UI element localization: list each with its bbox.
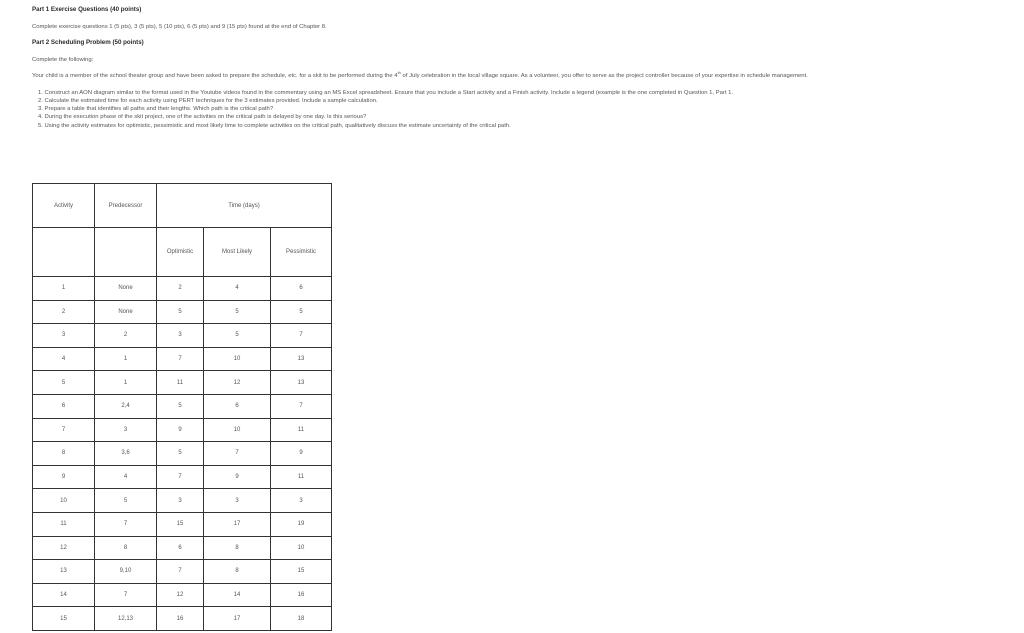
pessimistic-cell: 5 (271, 300, 332, 324)
predecessor-cell: 12,13 (95, 607, 157, 631)
optimistic-cell: 5 (157, 300, 204, 324)
activity-cell: 5 (33, 371, 95, 395)
predecessor-cell: 3 (95, 418, 157, 442)
optimistic-cell: 9 (157, 418, 204, 442)
assignment-step: 2. Calculate the estimated time for each activity using PERT techniques for the 3 estimates provided. Include a sample calculation. (38, 97, 378, 104)
activity-cell: 4 (33, 347, 95, 371)
predecessor-cell: 7 (95, 583, 157, 607)
pessimistic-cell: 7 (271, 394, 332, 418)
assignment-step: 5. Using the activity estimates for optimistic, pessimistic and most likely time to complete activities on the critical path, qualitatively discuss the estimate uncertainty of the critical path. (38, 122, 511, 129)
table-row (33, 465, 332, 489)
activity-cell: 12 (33, 536, 95, 560)
activity-estimates-table (32, 183, 332, 631)
optimistic-cell: 5 (157, 442, 204, 466)
subheader-empty-cell (95, 228, 157, 277)
pessimistic-cell: 6 (271, 277, 332, 301)
activity-cell: 9 (33, 465, 95, 489)
most-likely-cell: 7 (204, 442, 271, 466)
table-row (33, 512, 332, 536)
table-row (33, 300, 332, 324)
table-row (33, 394, 332, 418)
table-row (33, 324, 332, 348)
activity-cell: 15 (33, 607, 95, 631)
pessimistic-cell: 3 (271, 489, 332, 513)
part2-heading: Part 2 Scheduling Problem (50 points) (32, 39, 144, 46)
assignment-step: 3. Prepare a table that identifies all paths and their lengths. Which path is the critical path? (38, 106, 274, 113)
header-most-likely: Most Likely (204, 228, 271, 277)
optimistic-cell: 5 (157, 394, 204, 418)
activity-cell: 7 (33, 418, 95, 442)
most-likely-cell: 10 (204, 347, 271, 371)
header-time: Time (days) (157, 184, 332, 228)
scenario-paragraph (32, 72, 957, 81)
predecessor-cell: 1 (95, 347, 157, 371)
table-row (33, 418, 332, 442)
optimistic-cell: 3 (157, 489, 204, 513)
predecessor-cell: 9,10 (95, 560, 157, 584)
most-likely-cell: 3 (204, 489, 271, 513)
optimistic-cell: 16 (157, 607, 204, 631)
assignment-step: 1. Construct an AON diagram similar to the format used in the Youtube videos found in the commentary using an MS Excel spreadsheet. Ensure that you include a Start activity and a Finish activity. Include a legend (example is the one completed in Question 1, Part 1. (38, 89, 734, 96)
pessimistic-cell: 11 (271, 465, 332, 489)
table-header-row (33, 184, 332, 228)
pessimistic-cell: 18 (271, 607, 332, 631)
header-optimistic: Optimistic (157, 228, 204, 277)
optimistic-cell: 7 (157, 465, 204, 489)
scenario-superscript: th (397, 70, 401, 76)
predecessor-cell: 8 (95, 536, 157, 560)
predecessor-cell: 1 (95, 371, 157, 395)
activity-cell: 2 (33, 300, 95, 324)
predecessor-cell: 2 (95, 324, 157, 348)
activity-cell: 11 (33, 512, 95, 536)
predecessor-cell: 3,6 (95, 442, 157, 466)
table-row (33, 536, 332, 560)
most-likely-cell: 5 (204, 324, 271, 348)
most-likely-cell: 8 (204, 560, 271, 584)
pessimistic-cell: 10 (271, 536, 332, 560)
most-likely-cell: 8 (204, 536, 271, 560)
table-row (33, 277, 332, 301)
table-body (33, 277, 332, 631)
pessimistic-cell: 7 (271, 324, 332, 348)
predecessor-cell: 7 (95, 512, 157, 536)
activity-cell: 6 (33, 394, 95, 418)
header-pessimistic: Pessimistic (271, 228, 332, 277)
subheader-empty-cell (33, 228, 95, 277)
most-likely-cell: 4 (204, 277, 271, 301)
assignment-step: 4. During the execution phase of the skit project, one of the activities on the critical path is delayed by one day. Is this serious? (38, 114, 367, 121)
document-body (32, 0, 992, 130)
most-likely-cell: 17 (204, 512, 271, 536)
pessimistic-cell: 13 (271, 371, 332, 395)
predecessor-cell: 4 (95, 465, 157, 489)
optimistic-cell: 2 (157, 277, 204, 301)
optimistic-cell: 6 (157, 536, 204, 560)
pessimistic-cell: 19 (271, 512, 332, 536)
most-likely-cell: 5 (204, 300, 271, 324)
pessimistic-cell: 16 (271, 583, 332, 607)
most-likely-cell: 6 (204, 394, 271, 418)
optimistic-cell: 15 (157, 512, 204, 536)
pessimistic-cell: 13 (271, 347, 332, 371)
table-row (33, 607, 332, 631)
predecessor-cell: 2,4 (95, 394, 157, 418)
activity-cell: 10 (33, 489, 95, 513)
activity-cell: 13 (33, 560, 95, 584)
predecessor-cell: None (95, 277, 157, 301)
optimistic-cell: 7 (157, 560, 204, 584)
most-likely-cell: 10 (204, 418, 271, 442)
table-subheader-row (33, 228, 332, 277)
part2-intro: Complete the following: (32, 57, 94, 63)
activity-cell: 8 (33, 442, 95, 466)
predecessor-cell: None (95, 300, 157, 324)
pessimistic-cell: 9 (271, 442, 332, 466)
activity-cell: 3 (33, 324, 95, 348)
part1-heading: Part 1 Exercise Questions (40 points) (32, 6, 142, 13)
scenario-text-after: of July celebration in the local village square. As a volunteer, you offer to serve as the project controller because of your expertise in schedule management. (400, 73, 808, 79)
optimistic-cell: 11 (157, 371, 204, 395)
most-likely-cell: 9 (204, 465, 271, 489)
most-likely-cell: 12 (204, 371, 271, 395)
optimistic-cell: 7 (157, 347, 204, 371)
header-activity: Activity (33, 184, 95, 228)
table-row (33, 560, 332, 584)
pessimistic-cell: 11 (271, 418, 332, 442)
most-likely-cell: 17 (204, 607, 271, 631)
table-row (33, 583, 332, 607)
table-row (33, 371, 332, 395)
scenario-text-before: Your child is a member of the school theater group and have been asked to prepare the schedule, etc. for a skit to be performed during the 4 (32, 73, 398, 79)
optimistic-cell: 12 (157, 583, 204, 607)
optimistic-cell: 3 (157, 324, 204, 348)
pessimistic-cell: 15 (271, 560, 332, 584)
table-row (33, 442, 332, 466)
activity-cell: 14 (33, 583, 95, 607)
header-predecessor: Predecessor (95, 184, 157, 228)
activity-cell: 1 (33, 277, 95, 301)
predecessor-cell: 5 (95, 489, 157, 513)
most-likely-cell: 14 (204, 583, 271, 607)
table-row (33, 347, 332, 371)
part1-text: Complete exercise questions 1 (5 pts), 3 (5 pts), 5 (10 pts), 6 (5 pts) and 9 (15 pts) found at the end of Chapter 8. (32, 24, 327, 30)
assignment-steps-list (32, 89, 992, 130)
table-row (33, 489, 332, 513)
